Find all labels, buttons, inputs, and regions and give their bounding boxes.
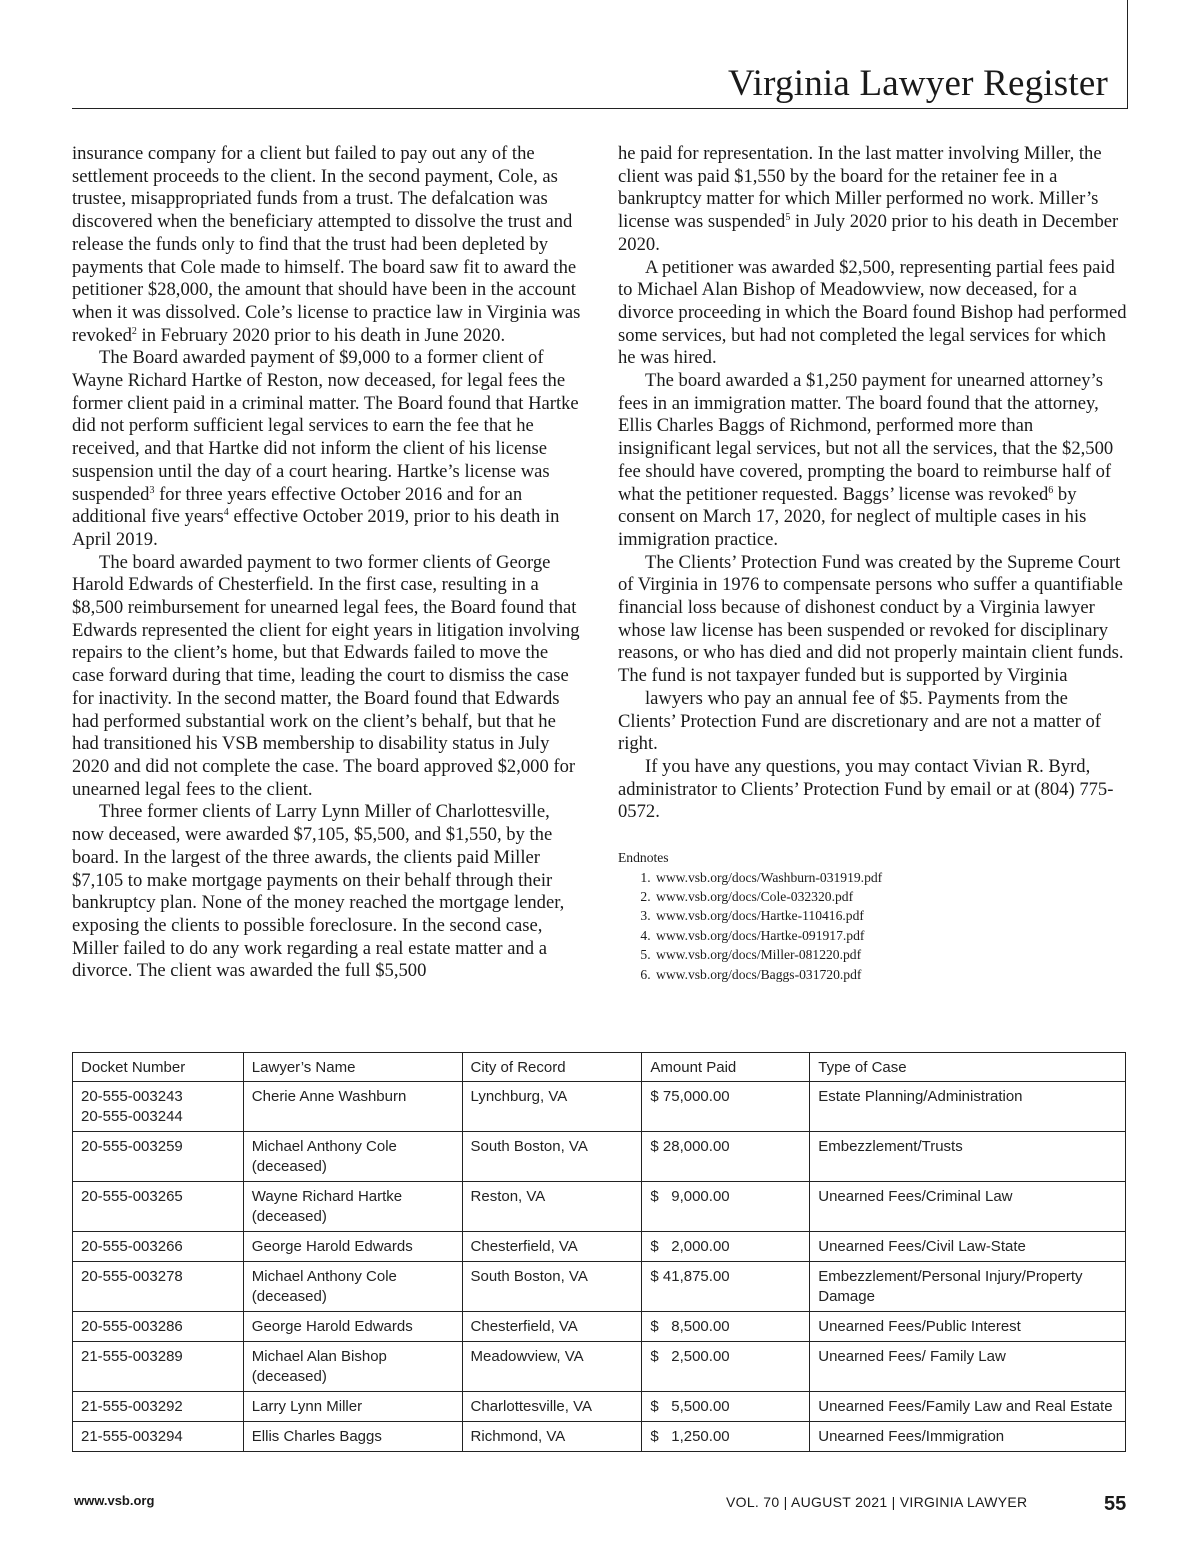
endnote-link[interactable]: 1. www.vsb.org/docs/Washburn-031919.pdf: [654, 868, 1128, 887]
lawyer-name-cell: George Harold Edwards: [243, 1232, 462, 1262]
column-header: Lawyer’s Name: [243, 1053, 462, 1082]
page-header-title: Virginia Lawyer Register: [727, 63, 1108, 104]
amount-paid-cell: [642, 1392, 810, 1422]
endnote-link[interactable]: 4. www.vsb.org/docs/Hartke-091917.pdf: [654, 926, 1128, 945]
lawyer-name-cell: Michael Anthony Cole (deceased): [243, 1262, 462, 1312]
article-paragraph: If you have any questions, you may contact Vivian R. Byrd, administrator to Clients’ Protection Fund by email or at (804) 775-0572.: [618, 755, 1114, 823]
lawyer-name-cell: Michael Alan Bishop (deceased): [243, 1342, 462, 1392]
docket-number-cell: 20-555-003286: [73, 1312, 244, 1342]
amount-paid-cell: [642, 1342, 810, 1392]
article-paragraph: The Board awarded payment of $9,000 to a former client of Wayne Richard Hartke of Reston, now deceased, for legal fees the former client paid in a criminal matter. The Board found that Hartke did not perform sufficient legal services to earn the fee that he received, and that Hartke did not inform the client of his license suspension until the day of a court hearing. Hartke’s license was suspended$^3$ for three years effective October 2016 and for an additional five years$^4$ effective October 2019, prior to his death in April 2019.: [72, 347, 579, 550]
amount-value: $ 1,250.00: [650, 1428, 730, 1445]
column-header: Type of Case: [810, 1053, 1126, 1082]
docket-number-cell: 20-555-003243 20-555-003244: [73, 1082, 244, 1132]
lawyer-name-cell: Wayne Richard Hartke (deceased): [243, 1182, 462, 1232]
city-cell: Charlottesville, VA: [462, 1392, 642, 1422]
article-paragraph: The Clients’ Protection Fund was created by the Supreme Court of Virginia in 1976 to compensate persons who suffer a quantifiable financial loss because of dishonest conduct by a Virginia lawyer whose law license has been suspended or revoked for disciplinary reasons, or who has died and did not properly maintain client funds. The fund is not taxpayer funded but is supported by Virginia: [618, 551, 1124, 687]
amount-paid-cell: [642, 1312, 810, 1342]
city-cell: Reston, VA: [462, 1182, 642, 1232]
table-row: [73, 1312, 1126, 1342]
lawyer-name-cell: Larry Lynn Miller: [243, 1392, 462, 1422]
table-row: [73, 1182, 1126, 1232]
page-number: 55: [1104, 1493, 1127, 1515]
header-rule: [72, 108, 1128, 109]
case-type-cell: Unearned Fees/Civil Law-State: [810, 1232, 1126, 1262]
city-cell: Chesterfield, VA: [462, 1312, 642, 1342]
article-paragraph: The board awarded payment to two former clients of George Harold Edwards of Chesterfield. In the first case, resulting in a $8,500 reimbursement for unearned legal fees, the Board found that Edwards represented the client for eight years in litigation involving repairs to the client’s home, but that Edwards failed to move the case forward during that time, leading the court to dismiss the case for inactivity. In the second matter, the Board found that Edwards had performed substantial work on the client’s behalf, but that he had transitioned his VSB membership to disability status in July 2020 and did not complete the case. The board approved $2,000 for unearned legal fees to the client.: [72, 551, 580, 800]
city-cell: South Boston, VA: [462, 1262, 642, 1312]
case-type-cell: Unearned Fees/Immigration: [810, 1422, 1126, 1452]
amount-value: $ 2,000.00: [650, 1238, 730, 1255]
amount-value: $ 28,000.00: [650, 1138, 730, 1155]
amount-value: $ 41,875.00: [650, 1268, 730, 1285]
table-body: [73, 1082, 1126, 1452]
case-type-cell: Unearned Fees/ Family Law: [810, 1342, 1126, 1392]
endnotes-list: [618, 868, 1128, 984]
case-type-cell: Unearned Fees/Family Law and Real Estate: [810, 1392, 1126, 1422]
amount-value: $ 2,500.00: [650, 1348, 730, 1365]
city-cell: Richmond, VA: [462, 1422, 642, 1452]
city-cell: Lynchburg, VA: [462, 1082, 642, 1132]
article-paragraph: insurance company for a client but failed to pay out any of the settlement proceeds to the client. In the second payment, Cole, as trustee, misappropriated funds from a trust. The defalcation was discovered when the beneficiary attempted to dissolve the trust and release the funds only to find that the trust had been depleted by payments that Cole made to himself. The board saw fit to award the petitioner $28,000, the amount that should have been in the account when it was dissolved. Cole’s license to practice law in Virginia was revoked$^2$ in February 2020 prior to his death in June 2020.: [72, 143, 581, 346]
docket-number-cell: 21-555-003289: [73, 1342, 244, 1392]
awards-table: [72, 1052, 1126, 1452]
footer-issue-info: VOL. 70 | AUGUST 2021 | VIRGINIA LAWYER: [726, 1494, 1028, 1510]
footer-website[interactable]: www.vsb.org: [74, 1493, 155, 1508]
endnote-link[interactable]: 6. www.vsb.org/docs/Baggs-031720.pdf: [654, 965, 1128, 984]
column-header: Amount Paid: [642, 1053, 810, 1082]
table-row: [73, 1232, 1126, 1262]
article-paragraph: The board awarded a $1,250 payment for unearned attorney’s fees in an immigration matter. The board found that the attorney, Ellis Charles Baggs of Richmond, performed more than insignificant legal services, but not all the services, that the $2,500 fee should have covered, prompting the board to reimburse half of what the petitioner requested. Baggs’ license was revoked$^6$ by consent on March 17, 2020, for neglect of multiple cases in his immigration practice.: [618, 370, 1114, 550]
table-row: [73, 1082, 1126, 1132]
table-header-row: [73, 1053, 1126, 1082]
case-type-cell: Embezzlement/Personal Injury/Property Damage: [810, 1262, 1126, 1312]
amount-paid-cell: [642, 1132, 810, 1182]
table-row: [73, 1422, 1126, 1452]
amount-paid-cell: [642, 1182, 810, 1232]
article-column-left: [72, 143, 582, 983]
amount-paid-cell: [642, 1422, 810, 1452]
article-column-right: [618, 143, 1128, 984]
lawyer-name-cell: Ellis Charles Baggs: [243, 1422, 462, 1452]
table-row: [73, 1262, 1126, 1312]
docket-number-cell: 20-555-003265: [73, 1182, 244, 1232]
amount-paid-cell: [642, 1262, 810, 1312]
lawyer-name-cell: Cherie Anne Washburn: [243, 1082, 462, 1132]
city-cell: South Boston, VA: [462, 1132, 642, 1182]
amount-value: $ 8,500.00: [650, 1318, 730, 1335]
table-row: [73, 1132, 1126, 1182]
table-row: [73, 1342, 1126, 1392]
city-cell: Chesterfield, VA: [462, 1232, 642, 1262]
article-paragraph: A petitioner was awarded $2,500, representing partial fees paid to Michael Alan Bishop of Meadowview, now deceased, for a divorce proceeding in which the Board found Bishop had performed some services, but had not completed the legal services for which he was hired.: [618, 256, 1127, 369]
amount-paid-cell: [642, 1232, 810, 1262]
column-header: Docket Number: [73, 1053, 244, 1082]
case-type-cell: Embezzlement/Trusts: [810, 1132, 1126, 1182]
column-header: City of Record: [462, 1053, 642, 1082]
case-type-cell: Unearned Fees/Criminal Law: [810, 1182, 1126, 1232]
lawyer-name-cell: George Harold Edwards: [243, 1312, 462, 1342]
amount-paid-cell: [642, 1082, 810, 1132]
endnotes-title: Endnotes: [618, 850, 669, 866]
docket-number-cell: 21-555-003292: [73, 1392, 244, 1422]
lawyer-name-cell: Michael Anthony Cole (deceased): [243, 1132, 462, 1182]
article-paragraph: Three former clients of Larry Lynn Miller of Charlottesville, now deceased, were awarded $7,105, $5,500, and $1,550, by the board. In the largest of the three awards, the clients paid Miller $7,105 to make mortgage payments on their behalf through their bankruptcy plan. None of the money reached the mortgage lender, exposing the clients to possible foreclosure. In the second case, Miller failed to do any work regarding a real estate matter and a divorce. The client was awarded the full $5,500: [72, 801, 565, 982]
amount-value: $ 9,000.00: [650, 1188, 730, 1205]
case-type-cell: Unearned Fees/Public Interest: [810, 1312, 1126, 1342]
page-edge-rule: [1127, 0, 1128, 108]
endnote-link[interactable]: 3. www.vsb.org/docs/Hartke-110416.pdf: [654, 906, 1128, 925]
docket-number-cell: 21-555-003294: [73, 1422, 244, 1452]
endnotes: [618, 848, 1128, 984]
docket-number-cell: 20-555-003266: [73, 1232, 244, 1262]
docket-number-cell: 20-555-003278: [73, 1262, 244, 1312]
case-type-cell: Estate Planning/Administration: [810, 1082, 1126, 1132]
endnote-link[interactable]: 2. www.vsb.org/docs/Cole-032320.pdf: [654, 887, 1128, 906]
amount-value: $ 75,000.00: [650, 1088, 730, 1105]
article-paragraph: lawyers who pay an annual fee of $5. Payments from the Clients’ Protection Fund are discretionary and are not a matter of right.: [618, 687, 1101, 755]
table-row: [73, 1392, 1126, 1422]
docket-number-cell: 20-555-003259: [73, 1132, 244, 1182]
article-paragraph: he paid for representation. In the last matter involving Miller, the client was paid $1,550 by the board for the retainer fee in a bankruptcy matter for which Miller performed no work. Miller’s license was suspended$^5$ in July 2020 prior to his death in December 2020.: [618, 143, 1119, 255]
amount-value: $ 5,500.00: [650, 1398, 730, 1415]
article-right-paragraphs: [618, 143, 1128, 824]
endnote-link[interactable]: 5. www.vsb.org/docs/Miller-081220.pdf: [654, 945, 1128, 964]
city-cell: Meadowview, VA: [462, 1342, 642, 1392]
